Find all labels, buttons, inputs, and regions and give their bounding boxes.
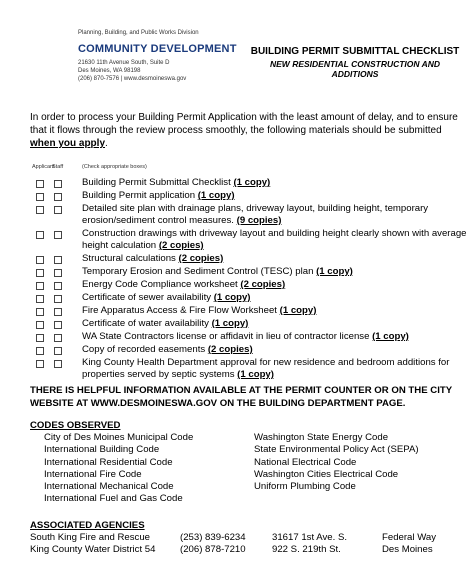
document-heading (250, 46, 460, 79)
agency-address: 31617 1st Ave. S. (272, 532, 348, 543)
agency-name: South King Fire and Rescue (30, 532, 150, 543)
checklist-item-text: Certificate of water availability (82, 318, 212, 329)
checklist-item (32, 305, 472, 317)
agency-row (30, 544, 462, 556)
agency-phone: (206) 878-7210 (180, 544, 246, 555)
staff-checkbox[interactable] (54, 193, 62, 201)
applicant-checkbox[interactable] (36, 308, 44, 316)
applicant-checkbox[interactable] (36, 282, 44, 290)
submittal-checklist (32, 177, 472, 382)
checklist-item-copies: (9 copies) (236, 215, 282, 226)
code-item: International Fire Code (44, 468, 142, 480)
applicant-checkbox[interactable] (36, 360, 44, 368)
checklist-item-copies: (2 copies) (240, 279, 286, 290)
address-line-2: Des Moines, WA 98198 (78, 68, 141, 74)
checklist-item-text: Energy Code Compliance worksheet (82, 279, 241, 290)
letterhead (78, 30, 237, 83)
phone-web: (206) 870-7576 | www.desmoineswa.gov (78, 76, 187, 82)
checklist-item-text: Temporary Erosion and Sediment Control (TESC) plan (82, 266, 317, 277)
checklist-item-text: Copy of recorded easements (82, 344, 208, 355)
helpful-info-notice: THERE IS HELPFUL INFORMATION AVAILABLE AT THE PERMIT COUNTER OR ON THE CITY WEBSITE AT WWW.DESMOINESWA.GOV ON THE BUILDING DEPARTMENT PAGE. (30, 385, 452, 409)
checklist-item-copies: (2 copies) (207, 344, 253, 355)
staff-checkbox[interactable] (54, 282, 62, 290)
checklist-item-copies: (1 copy) (211, 318, 249, 329)
staff-checkbox[interactable] (54, 269, 62, 277)
checklist-item (32, 253, 472, 265)
agency-row (30, 532, 462, 544)
staff-checkbox[interactable] (54, 334, 62, 342)
staff-checkbox[interactable] (54, 308, 62, 316)
codes-grid (30, 432, 470, 506)
document-title: BUILDING PERMIT SUBMITTAL CHECKLIST (250, 46, 460, 57)
checklist-item (32, 266, 472, 278)
staff-checkbox[interactable] (54, 321, 62, 329)
checklist-item (32, 344, 472, 356)
codes-right-column (254, 432, 474, 506)
code-item: International Mechanical Code (44, 481, 174, 493)
applicant-checkbox[interactable] (36, 347, 44, 355)
checklist-item-text: Construction drawings with driveway layout and building height clearly shown with average height calculation (82, 228, 467, 251)
checklist-item-text: Structural calculations (82, 253, 179, 264)
checklist-item-copies: (1 copy) (233, 177, 271, 188)
code-item: Uniform Plumbing Code (254, 481, 356, 493)
code-item: National Electrical Code (254, 456, 357, 468)
check-note: (Check appropriate boxes) (82, 164, 147, 170)
staff-checkbox[interactable] (54, 347, 62, 355)
checklist-item-text: Building Permit application (82, 190, 198, 201)
division-name: Planning, Building, and Public Works Division (78, 30, 199, 36)
checklist-item-text: Certificate of sewer availability (82, 292, 214, 303)
staff-checkbox[interactable] (54, 360, 62, 368)
applicant-head: Applicant (32, 164, 55, 170)
code-item: City of Des Moines Municipal Code (44, 432, 194, 443)
checklist-item (32, 228, 472, 252)
intro-paragraph: In order to process your Building Permit Application with the least amount of delay, and to ensure that it flows through the review process smoothly, the following materials should be submitted when you apply. (30, 112, 458, 149)
checklist-item-copies: (1 copy) (213, 292, 251, 303)
checklist-item (32, 318, 472, 330)
checklist-item-copies: (1 copy) (197, 190, 235, 201)
checklist-item-copies: (1 copy) (279, 305, 317, 316)
code-item: International Building Code (44, 444, 160, 456)
codes-section (30, 420, 470, 506)
address-block (78, 59, 237, 83)
checklist-item-copies: (1 copy) (237, 369, 274, 380)
checklist-item-text: King County Health Department approval for new residence and bedroom additions for properties served by septic systems (82, 357, 450, 380)
applicant-checkbox[interactable] (36, 295, 44, 303)
agency-city: Federal Way (382, 532, 437, 543)
applicant-checkbox[interactable] (36, 334, 44, 342)
department-name: COMMUNITY DEVELOPMENT (78, 43, 237, 55)
checklist-item-copies: (2 copies) (178, 253, 224, 264)
applicant-checkbox[interactable] (36, 193, 44, 201)
code-item: State Environmental Policy Act (SEPA) (254, 444, 419, 456)
codes-heading: CODES OBSERVED (30, 420, 121, 431)
staff-checkbox[interactable] (54, 231, 62, 239)
code-item: Washington State Energy Code (254, 432, 389, 443)
column-heads (32, 164, 147, 170)
agency-city: Des Moines (382, 544, 433, 555)
staff-checkbox[interactable] (54, 180, 62, 188)
checklist-item-text: WA State Contractors license or affidavit in lieu of contractor license (82, 331, 373, 342)
codes-left-column (44, 432, 254, 506)
address-line-1: 21630 11th Avenue South, Suite D (78, 60, 170, 66)
checklist-item-copies: (1 copy) (316, 266, 353, 277)
agency-address: 922 S. 219th St. (272, 544, 341, 555)
document-subtitle: NEW RESIDENTIAL CONSTRUCTION AND ADDITIONS (270, 59, 440, 79)
code-item: Washington Cities Electrical Code (254, 468, 399, 480)
checklist-item (32, 203, 472, 227)
staff-checkbox[interactable] (54, 256, 62, 264)
checklist-item (32, 292, 472, 304)
staff-checkbox[interactable] (54, 295, 62, 303)
code-item: International Fuel and Gas Code (44, 493, 183, 505)
checklist-item (32, 190, 472, 202)
applicant-checkbox[interactable] (36, 321, 44, 329)
code-item: International Residential Code (44, 456, 173, 468)
checklist-item-text: Detailed site plan with drainage plans, driveway layout, building height, temporary erosion/sediment control measures. (82, 203, 429, 226)
agency-phone: (253) 839-6234 (180, 532, 246, 543)
staff-checkbox[interactable] (54, 206, 62, 214)
applicant-checkbox[interactable] (36, 206, 44, 214)
intro-text: In order to process your Building Permit Application with the least amount of delay, and to ensure that it flows through the review process smoothly, the following materials should be submitted (30, 112, 458, 136)
checklist-item-copies: (2 copies) (158, 240, 204, 251)
agencies-heading: ASSOCIATED AGENCIES (30, 520, 145, 531)
checklist-item-text: Fire Apparatus Access & Fire Flow Worksheet (82, 305, 280, 316)
agencies-table (30, 532, 462, 556)
intro-emphasis: when you apply (30, 138, 106, 149)
staff-head: Staff (52, 164, 64, 170)
checklist-item (32, 177, 472, 189)
agency-name: King County Water District 54 (30, 544, 156, 555)
agencies-section (30, 520, 470, 556)
applicant-checkbox[interactable] (36, 180, 44, 188)
applicant-checkbox[interactable] (36, 256, 44, 264)
applicant-checkbox[interactable] (36, 231, 44, 239)
applicant-checkbox[interactable] (36, 269, 44, 277)
checklist-item (32, 279, 472, 291)
checklist-item-text: Building Permit Submittal Checklist (82, 177, 234, 188)
checklist-item (32, 357, 472, 381)
checklist-item-copies: (1 copy) (372, 331, 409, 342)
checklist-item (32, 331, 472, 343)
